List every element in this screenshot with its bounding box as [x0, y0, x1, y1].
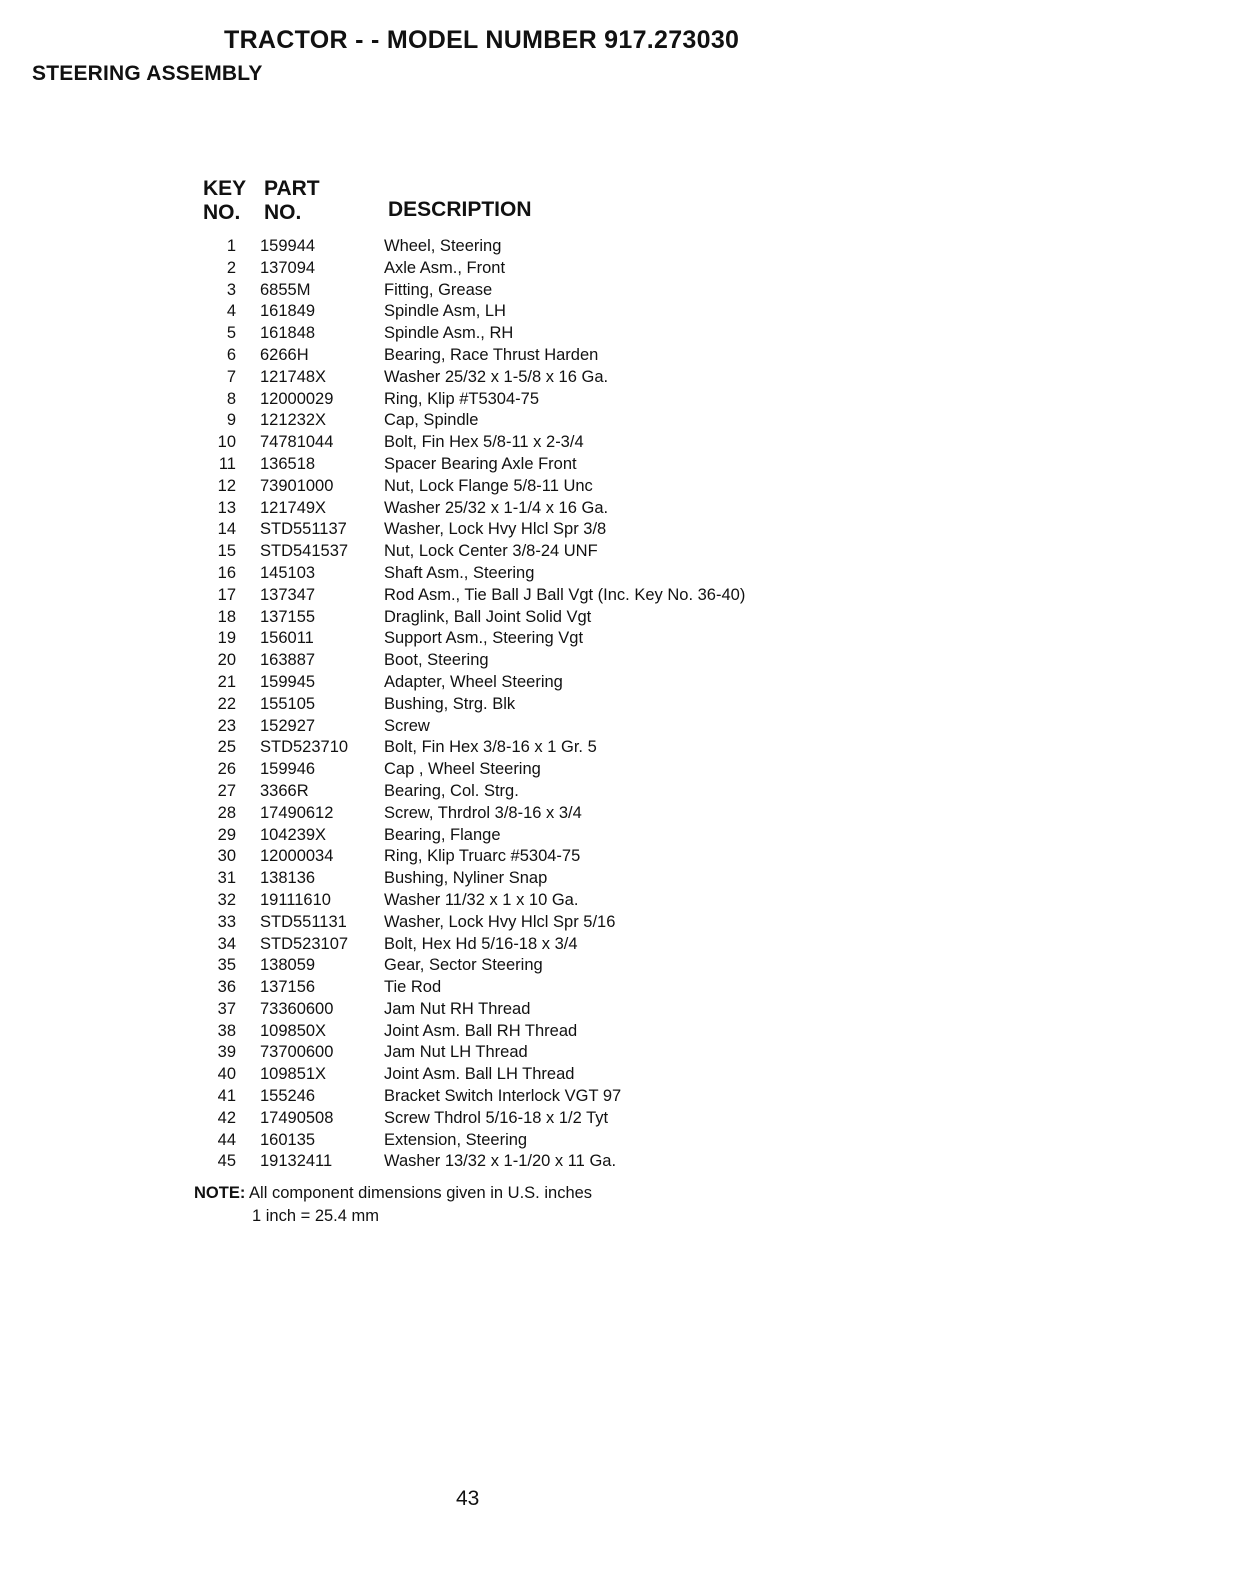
key-no-cell: 5: [226, 324, 236, 343]
table-row: [0, 650, 1244, 672]
table-row: [0, 345, 1244, 367]
description-cell: Bolt, Hex Hd 5/16-18 x 3/4: [384, 934, 578, 953]
description-cell: Nut, Lock Flange 5/8-11 Unc: [384, 476, 593, 495]
description-cell: Washer 11/32 x 1 x 10 Ga.: [384, 890, 579, 909]
description-cell: Ring, Klip #T5304-75: [384, 389, 540, 408]
part-no-cell: 137155: [260, 607, 316, 626]
key-no-cell: 12: [217, 476, 236, 495]
part-no-cell: 161848: [260, 324, 316, 343]
description-cell: Support Asm., Steering Vgt: [384, 629, 584, 648]
table-row: [0, 519, 1244, 541]
table-row: [0, 1151, 1244, 1173]
table-row: [0, 846, 1244, 868]
table-row: [0, 803, 1244, 825]
table-row: [0, 781, 1244, 803]
table-row: [0, 1042, 1244, 1064]
part-no-cell: 136518: [260, 454, 316, 473]
table-row: [0, 301, 1244, 323]
key-no-cell: 36: [217, 978, 236, 997]
description-cell: Ring, Klip Truarc #5304-75: [384, 847, 581, 866]
part-no-cell: 17490508: [260, 1108, 334, 1127]
table-row: [0, 672, 1244, 694]
table-row: [0, 541, 1244, 563]
note-label: NOTE:: [194, 1184, 246, 1202]
description-cell: Bearing, Flange: [384, 825, 501, 844]
description-cell: Spacer Bearing Axle Front: [384, 454, 577, 473]
part-no-cell: 73360600: [260, 999, 334, 1018]
key-no-cell: 42: [217, 1108, 236, 1127]
part-no-cell: 137347: [260, 585, 316, 604]
key-no-cell: 40: [217, 1065, 236, 1084]
part-no-cell: 3366R: [260, 781, 309, 800]
key-no-cell: 18: [217, 607, 236, 626]
description-cell: Bushing, Strg. Blk: [384, 694, 516, 713]
key-no-cell: 22: [217, 694, 236, 713]
document-title: TRACTOR - - MODEL NUMBER 917.273030: [224, 26, 740, 54]
key-no-header: [203, 177, 246, 225]
part-no-cell: 155105: [260, 694, 316, 713]
parts-table: [0, 236, 1244, 1173]
key-no-cell: 4: [226, 302, 236, 321]
description-cell: Washer 25/32 x 1-5/8 x 16 Ga.: [384, 367, 609, 386]
description-cell: Rod Asm., Tie Ball J Ball Vgt (Inc. Key No. 36-40): [384, 585, 746, 604]
note-text: All component dimensions given in U.S. inches: [249, 1184, 593, 1202]
part-no-cell: 163887: [260, 651, 316, 670]
part-no-header: [264, 177, 320, 225]
part-no-cell: 156011: [260, 629, 314, 648]
description-cell: Bearing, Col. Strg.: [384, 781, 519, 800]
key-no-cell: 3: [226, 280, 236, 299]
part-no-cell: 6855M: [260, 280, 311, 299]
table-row: [0, 628, 1244, 650]
key-no-cell: 31: [217, 869, 236, 888]
table-row: [0, 367, 1244, 389]
part-no-cell: 17490612: [260, 803, 334, 822]
table-row: [0, 607, 1244, 629]
description-cell: Screw, Thrdrol 3/8-16 x 3/4: [384, 803, 582, 822]
table-row: [0, 737, 1244, 759]
key-no-cell: 33: [217, 912, 236, 931]
table-row: [0, 323, 1244, 345]
part-no-cell: 160135: [260, 1130, 316, 1149]
description-cell: Screw Thdrol 5/16-18 x 1/2 Tyt: [384, 1108, 609, 1127]
description-cell: Spindle Asm, LH: [384, 302, 506, 321]
key-no-cell: 41: [217, 1087, 236, 1106]
table-row: [0, 1086, 1244, 1108]
part-no-cell: 159945: [260, 672, 316, 691]
key-no-cell: 29: [217, 825, 236, 844]
table-row: [0, 890, 1244, 912]
key-no-cell: 37: [217, 999, 236, 1018]
key-no-cell: 17: [217, 585, 236, 604]
part-no-cell: 121749X: [260, 498, 327, 517]
key-no-cell: 14: [217, 520, 236, 539]
part-no-cell: 109851X: [260, 1065, 327, 1084]
part-no-cell: 6266H: [260, 345, 309, 364]
description-cell: Screw: [384, 716, 430, 735]
table-row: [0, 280, 1244, 302]
key-no-cell: 21: [217, 672, 236, 691]
table-row: [0, 432, 1244, 454]
key-no-cell: 7: [226, 367, 236, 386]
part-no-cell: 152927: [260, 716, 316, 735]
key-no-cell: 20: [217, 651, 236, 670]
table-row: [0, 825, 1244, 847]
part-no-cell: 74781044: [260, 433, 334, 452]
part-no-cell: STD523107: [260, 934, 349, 953]
table-row: [0, 1021, 1244, 1043]
description-cell: Wheel, Steering: [384, 237, 502, 255]
description-cell: Bolt, Fin Hex 3/8-16 x 1 Gr. 5: [384, 738, 597, 757]
note: [194, 1182, 592, 1204]
part-no-cell: 19111610: [260, 890, 331, 909]
table-row: [0, 236, 1244, 258]
description-cell: Jam Nut LH Thread: [384, 1043, 528, 1062]
key-no-cell: 6: [226, 345, 236, 364]
part-no-cell: 73901000: [260, 476, 334, 495]
description-cell: Tie Rod: [384, 978, 442, 997]
description-cell: Extension, Steering: [384, 1130, 528, 1149]
table-row: [0, 759, 1244, 781]
description-cell: Washer 25/32 x 1-1/4 x 16 Ga.: [384, 498, 609, 517]
part-no-cell: 138059: [260, 956, 316, 975]
part-header-line1: PART: [264, 177, 320, 200]
table-row: [0, 955, 1244, 977]
key-no-cell: 26: [217, 760, 236, 779]
part-no-cell: 159944: [260, 237, 316, 255]
table-row: [0, 476, 1244, 498]
description-cell: Bolt, Fin Hex 5/8-11 x 2-3/4: [384, 433, 584, 452]
description-cell: Cap, Spindle: [384, 411, 479, 430]
part-no-cell: 12000034: [260, 847, 334, 866]
description-cell: Spindle Asm., RH: [384, 324, 514, 343]
part-no-cell: 104239X: [260, 825, 327, 844]
key-header-line2: NO.: [203, 201, 241, 224]
part-no-cell: STD551131: [260, 912, 347, 931]
key-no-cell: 39: [217, 1043, 236, 1062]
part-header-line2: NO.: [264, 201, 302, 224]
part-no-cell: 109850X: [260, 1021, 327, 1040]
key-no-cell: 2: [226, 258, 236, 277]
part-no-cell: 19132411: [260, 1152, 333, 1171]
table-row: [0, 1108, 1244, 1130]
key-no-cell: 13: [217, 498, 236, 517]
table-row: [0, 977, 1244, 999]
description-cell: Bushing, Nyliner Snap: [384, 869, 548, 888]
description-cell: Cap , Wheel Steering: [384, 760, 541, 779]
note-conversion: 1 inch = 25.4 mm: [252, 1207, 380, 1225]
description-cell: Washer 13/32 x 1-1/20 x 11 Ga.: [384, 1152, 617, 1171]
key-no-cell: 30: [217, 847, 236, 866]
description-cell: Fitting, Grease: [384, 280, 493, 299]
part-no-cell: STD541537: [260, 542, 349, 561]
key-no-cell: 10: [217, 433, 236, 452]
part-no-cell: 137156: [260, 978, 316, 997]
part-no-cell: 137094: [260, 258, 316, 277]
description-cell: Jam Nut RH Thread: [384, 999, 531, 1018]
part-no-cell: 159946: [260, 760, 316, 779]
key-no-cell: 8: [226, 389, 236, 408]
key-no-cell: 1: [226, 237, 236, 255]
table-row: [0, 498, 1244, 520]
table-row: [0, 934, 1244, 956]
key-no-cell: 19: [217, 629, 236, 648]
description-cell: Washer, Lock Hvy Hlcl Spr 5/16: [384, 912, 616, 931]
part-no-cell: STD523710: [260, 738, 349, 757]
part-no-cell: 161849: [260, 302, 316, 321]
part-no-cell: 138136: [260, 869, 316, 888]
key-no-cell: 9: [226, 411, 236, 430]
description-cell: Adapter, Wheel Steering: [384, 672, 563, 691]
key-no-cell: 23: [217, 716, 236, 735]
table-row: [0, 563, 1244, 585]
key-no-cell: 16: [217, 563, 236, 582]
description-cell: Axle Asm., Front: [384, 258, 506, 277]
key-header-line1: KEY: [203, 177, 247, 200]
part-no-cell: 12000029: [260, 389, 334, 408]
description-cell: Shaft Asm., Steering: [384, 563, 535, 582]
part-no-cell: 121232X: [260, 411, 327, 430]
part-no-cell: 73700600: [260, 1043, 334, 1062]
description-cell: Bearing, Race Thrust Harden: [384, 345, 599, 364]
part-no-cell: STD551137: [260, 520, 347, 539]
description-cell: Joint Asm. Ball RH Thread: [384, 1021, 578, 1040]
table-row: [0, 410, 1244, 432]
table-row: [0, 716, 1244, 738]
description-cell: Washer, Lock Hvy Hlcl Spr 3/8: [384, 520, 607, 539]
part-no-cell: 145103: [260, 563, 316, 582]
key-no-cell: 28: [217, 803, 236, 822]
table-row: [0, 868, 1244, 890]
table-row: [0, 694, 1244, 716]
key-no-cell: 32: [217, 890, 236, 909]
description-cell: Boot, Steering: [384, 651, 489, 670]
page-number: 43: [456, 1487, 480, 1510]
section-title: STEERING ASSEMBLY: [32, 62, 263, 85]
key-no-cell: 44: [217, 1130, 236, 1149]
key-no-cell: 11: [218, 454, 236, 473]
table-row: [0, 389, 1244, 411]
key-no-cell: 35: [217, 956, 236, 975]
key-no-cell: 45: [217, 1152, 236, 1171]
key-no-cell: 38: [217, 1021, 236, 1040]
key-no-cell: 27: [217, 781, 236, 800]
description-header: DESCRIPTION: [388, 198, 532, 221]
description-cell: Nut, Lock Center 3/8-24 UNF: [384, 542, 598, 561]
key-no-cell: 25: [217, 738, 236, 757]
table-row: [0, 999, 1244, 1021]
description-cell: Bracket Switch Interlock VGT 97: [384, 1087, 622, 1106]
table-row: [0, 912, 1244, 934]
table-row: [0, 585, 1244, 607]
table-row: [0, 258, 1244, 280]
part-no-cell: 155246: [260, 1087, 316, 1106]
description-cell: Gear, Sector Steering: [384, 956, 543, 975]
table-row: [0, 454, 1244, 476]
part-no-cell: 121748X: [260, 367, 327, 386]
table-row: [0, 1130, 1244, 1152]
table-row: [0, 1064, 1244, 1086]
key-no-cell: 34: [217, 934, 236, 953]
description-cell: Joint Asm. Ball LH Thread: [384, 1065, 575, 1084]
description-cell: Draglink, Ball Joint Solid Vgt: [384, 607, 592, 626]
key-no-cell: 15: [217, 542, 236, 561]
